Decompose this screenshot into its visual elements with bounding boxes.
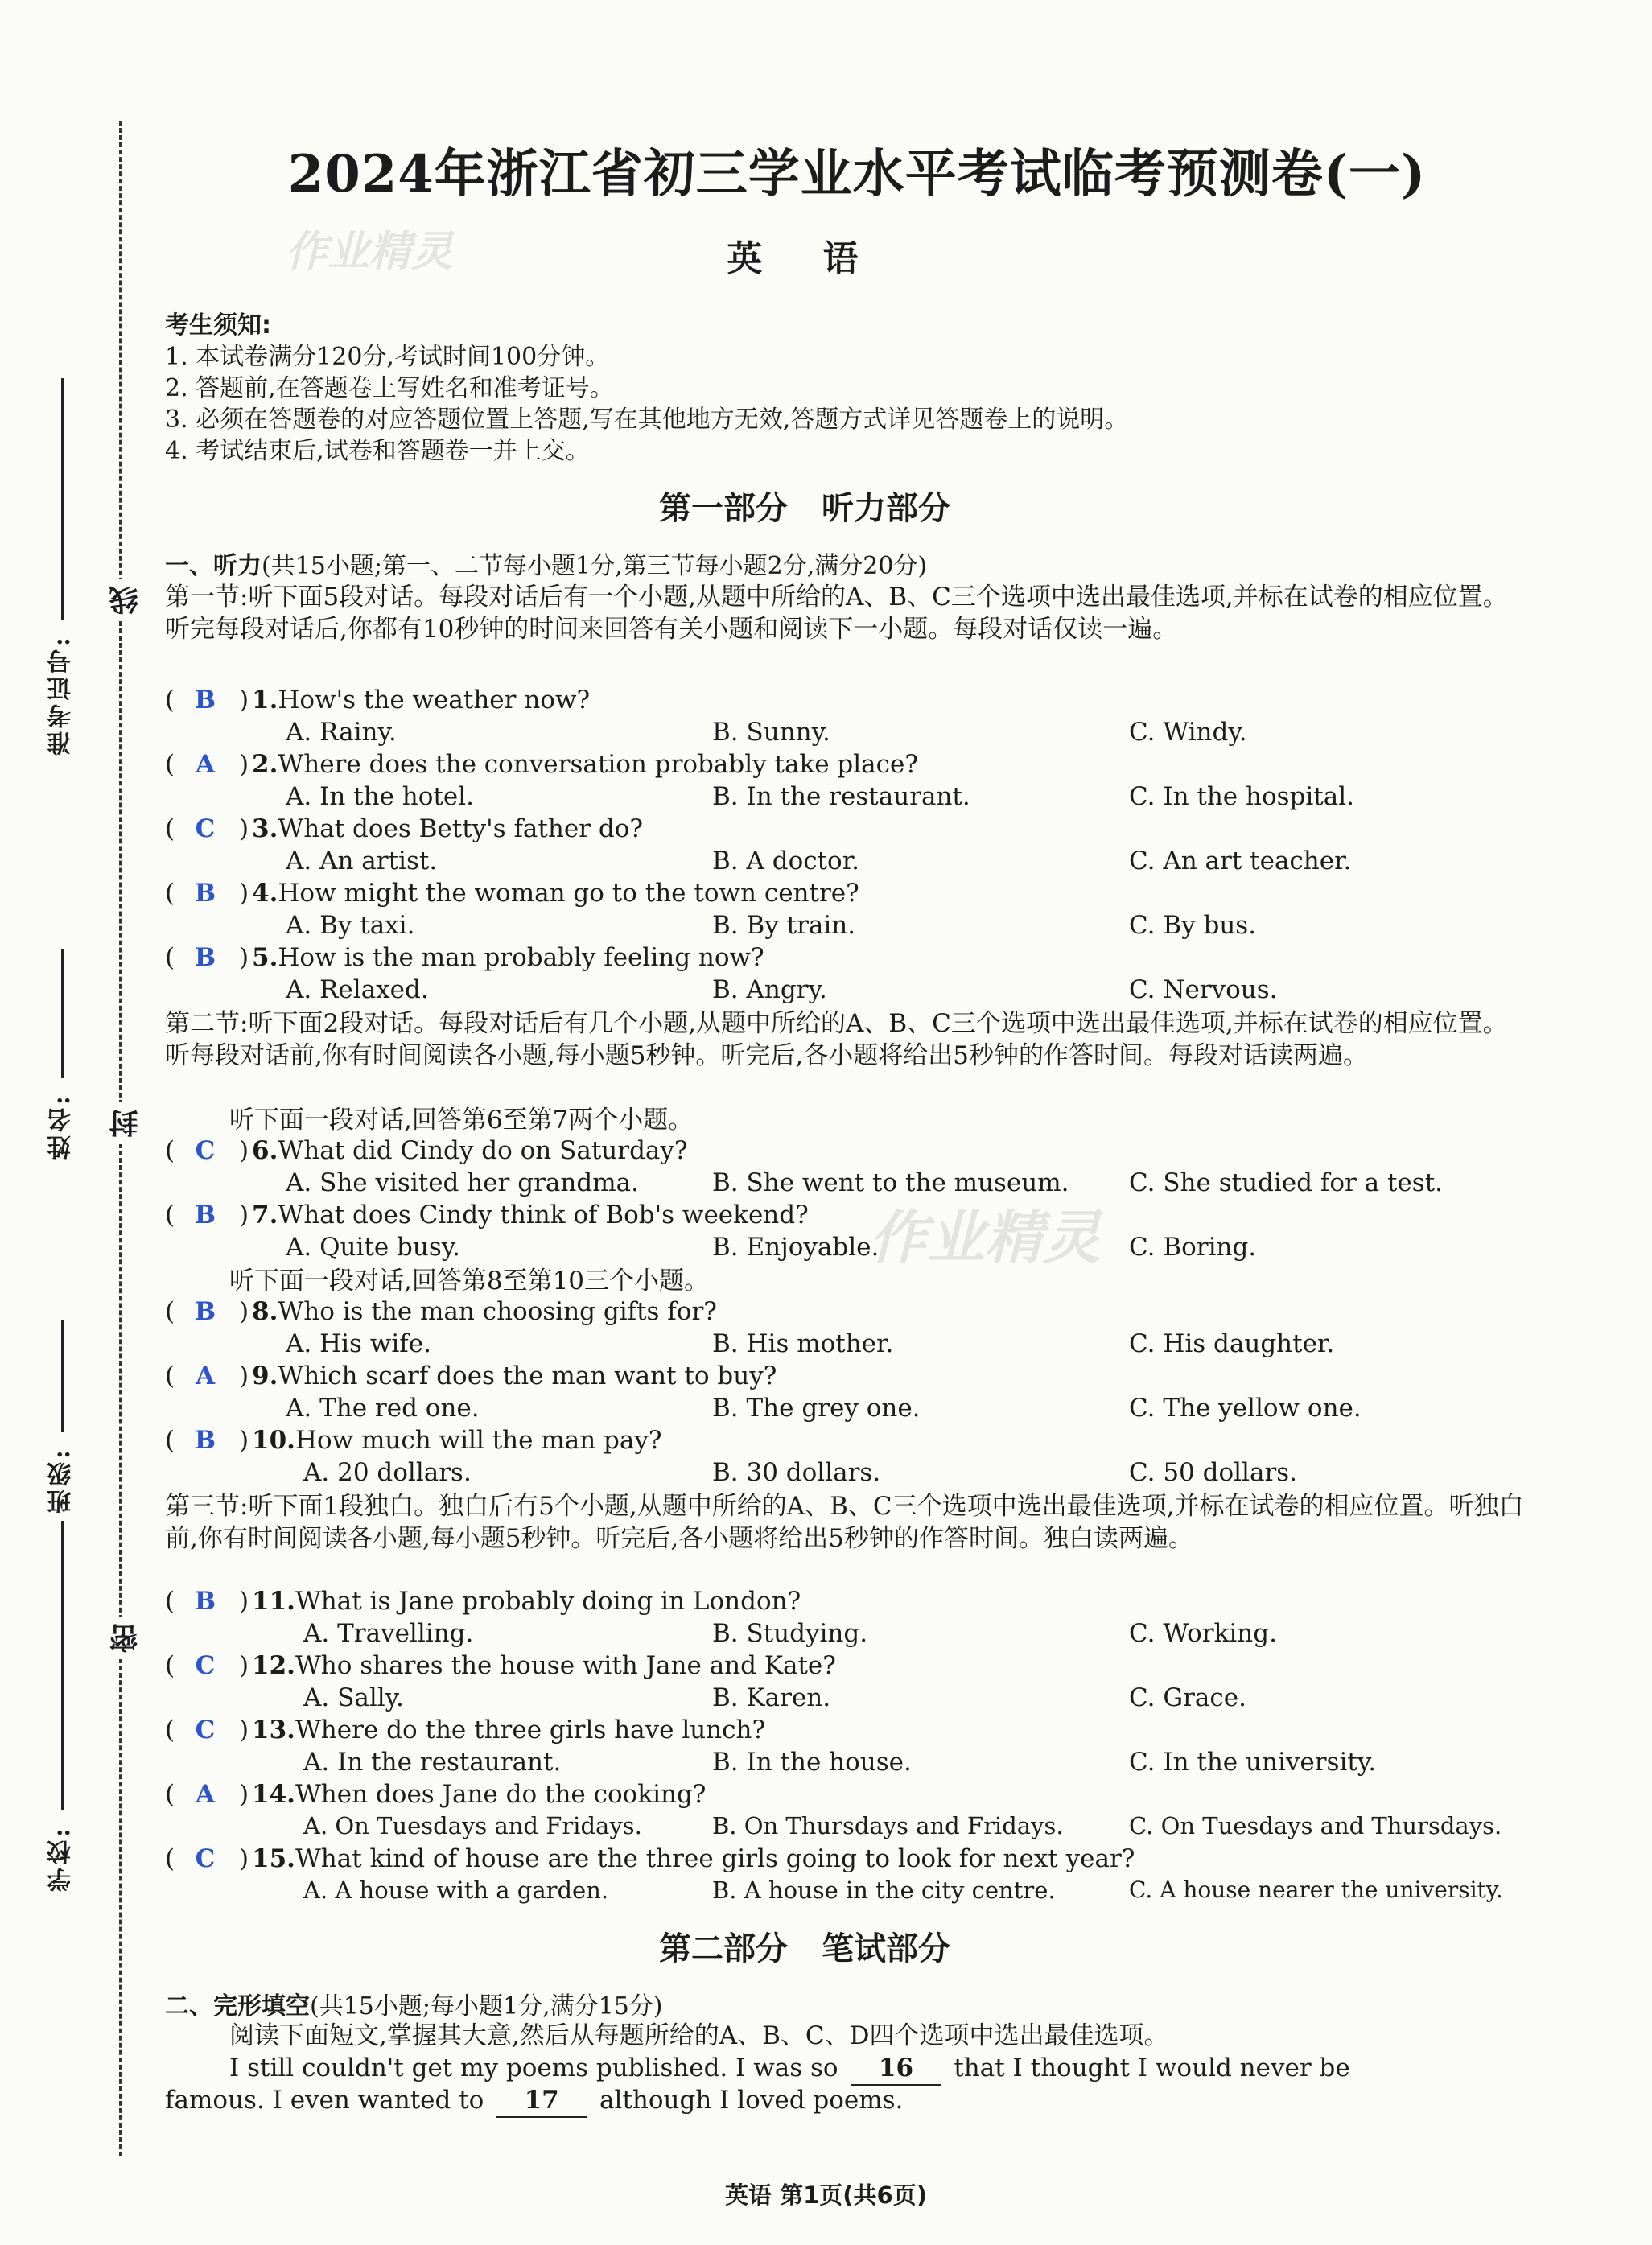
cloze-passage-line1 (165, 2052, 1589, 2086)
question-5: ( B ) 5.How is the man probably feeling now? A. Relaxed. B. Angry. C. Nervous. (165, 943, 1278, 1004)
option-a[interactable]: A. The red one. (286, 1394, 480, 1423)
option-b[interactable]: B. She went to the museum. (712, 1168, 1069, 1197)
listening-sub2-note-a: 听下面一段对话,回答第6至第7两个小题。 (229, 1106, 694, 1135)
part1-heading: 第一部分 听力部分 (659, 490, 950, 527)
option-b[interactable]: B. Sunny. (712, 718, 830, 747)
option-a[interactable]: A. Quite busy. (286, 1233, 461, 1262)
option-a[interactable]: A. On Tuesdays and Fridays. (303, 1812, 642, 1839)
notice-item: 1. 本试卷满分120分,考试时间100分钟。 (165, 343, 610, 371)
option-b[interactable]: B. On Thursdays and Fridays. (712, 1812, 1064, 1839)
option-a[interactable]: A. His wife. (286, 1329, 431, 1358)
seal-secret-char: 密 (105, 1617, 146, 1659)
question-stem: How is the man probably feeling now? (278, 943, 764, 972)
option-a[interactable]: A. She visited her grandma. (286, 1168, 639, 1197)
school-label: 学校: (47, 1825, 76, 1893)
cloze-title-rest: (共15小题;每小题1分,满分15分) (310, 1992, 663, 2020)
question-1: ( B ) 1.How's the weather now? A. Rainy. B. Sunny. C. Windy. (165, 686, 1247, 747)
question-13: ( C ) 13.Where do the three girls have lunch? A. In the restaurant. B. In the house. C. In the university. (165, 1716, 1377, 1777)
option-b[interactable]: B. Studying. (712, 1619, 868, 1648)
cloze-section-title (165, 1986, 663, 2021)
answer-mark[interactable]: A (195, 1361, 216, 1390)
cloze-instruction: 阅读下面短文,掌握其大意,然后从每题所给的A、B、C、D四个选项中选出最佳选项。 (229, 2021, 1169, 2050)
question-10: ( B ) 10.How much will the man pay? A. 20 dollars. B. 30 dollars. C. 50 dollars. (165, 1426, 1298, 1487)
answer-mark[interactable]: B (194, 943, 216, 972)
notice-item: 3. 必须在答题卷的对应答题位置上答题,写在其他地方无效,答题方式详见答题卷上的说明。 (165, 406, 1129, 434)
name-line (61, 949, 64, 1078)
option-a[interactable]: A. By taxi. (286, 911, 415, 940)
school-line (61, 1521, 64, 1810)
option-c[interactable]: C. She studied for a test. (1129, 1168, 1444, 1197)
option-c[interactable]: C. Nervous. (1129, 975, 1278, 1004)
option-c[interactable]: C. In the university. (1129, 1748, 1377, 1777)
option-b[interactable]: B. 30 dollars. (712, 1458, 881, 1487)
question-stem: Where do the three girls have lunch? (295, 1716, 766, 1745)
exam-number-label: 准考证号: (47, 634, 76, 756)
option-b[interactable]: B. A doctor. (712, 847, 859, 875)
listening-sub3-instructions: 第三节:听下面1段独白。独白后有5个小题,从题中所给的A、B、C三个选项中选出最佳选项,并标在试卷的相应位置。听独白前,你有时间阅读各小题,每小题5秒钟。听完后,各小题将给出5秒钟的作答时间。独白读两遍。 (165, 1492, 1524, 1553)
option-a[interactable]: A. Sally. (303, 1683, 404, 1712)
question-6: ( C ) 6.What did Cindy do on Saturday? A. She visited her grandma. B. She went to the museum. C. She studied for a test. (165, 1136, 1444, 1197)
option-c[interactable]: C. Grace. (1129, 1683, 1246, 1712)
exam-number-field[interactable] (44, 378, 80, 756)
option-a[interactable]: A. Relaxed. (286, 975, 429, 1004)
name-label: 姓名: (47, 1093, 76, 1160)
answer-mark[interactable]: B (194, 1297, 216, 1326)
notice-item: 2. 答题前,在答题卷上写姓名和准考证号。 (165, 374, 614, 402)
notice-item: 4. 考试结束后,试卷和答题卷一并上交。 (165, 437, 590, 465)
question-number: 7. (252, 1201, 278, 1230)
option-c[interactable]: C. Working. (1129, 1619, 1277, 1648)
seal-seal-char: 封 (105, 1102, 146, 1144)
option-c[interactable]: C. His daughter. (1129, 1329, 1335, 1358)
option-b[interactable]: B. Angry. (712, 975, 827, 1004)
option-c[interactable]: C. A house nearer the university. (1129, 1876, 1503, 1903)
option-c[interactable]: C. In the hospital. (1129, 782, 1355, 811)
question-stem: When does Jane do the cooking? (295, 1780, 707, 1809)
option-c[interactable]: C. Windy. (1129, 718, 1247, 747)
question-stem: How might the woman go to the town centre? (278, 879, 859, 908)
option-c[interactable]: C. An art teacher. (1129, 847, 1352, 875)
listening-section-title (165, 546, 927, 581)
watermark-top: 作业精灵 (286, 228, 454, 276)
question-11: ( B ) 11.What is Jane probably doing in London? A. Travelling. B. Studying. C. Working. (165, 1587, 1277, 1648)
answer-mark[interactable]: A (195, 1780, 216, 1809)
option-b[interactable]: B. A house in the city centre. (712, 1876, 1056, 1904)
question-number: 9. (252, 1361, 278, 1390)
option-c[interactable]: C. By bus. (1129, 911, 1257, 940)
question-number: 13. (252, 1716, 295, 1745)
part2-heading: 第二部分 笔试部分 (659, 1930, 950, 1967)
blank-17[interactable]: 17 (496, 2084, 587, 2118)
answer-mark[interactable]: C (195, 814, 216, 843)
question-number: 10. (252, 1426, 295, 1455)
answer-mark[interactable]: A (195, 750, 216, 779)
question-2: ( A ) 2.Where does the conversation probably take place? A. In the hotel. B. In the restaurant. C. In the hospital. (165, 750, 1355, 811)
notice-heading: 考生须知: (165, 311, 271, 340)
school-field[interactable] (44, 1521, 80, 1892)
listening-sub2-note-b: 听下面一段对话,回答第8至第10三个小题。 (229, 1267, 710, 1296)
class-label: 班级: (47, 1447, 76, 1514)
question-14: ( A ) 14.When does Jane do the cooking? A. On Tuesdays and Fridays. B. On Thursdays and Fridays. C. On Tuesdays and Thursdays. (165, 1780, 1502, 1839)
listening-sub2-instructions: 第二节:听下面2段对话。每段对话后有几个小题,从题中所给的A、B、C三个选项中选出最佳选项,并标在试卷的相应位置。听每段对话前,你有时间阅读各小题,每小题5秒钟。听完后,各小题将给出5秒钟的作答时间。每段对话读两遍。 (165, 1009, 1508, 1070)
passage-text: famous. I even wanted to (165, 2086, 484, 2115)
answer-mark[interactable]: B (194, 686, 216, 715)
option-a[interactable]: A. In the restaurant. (303, 1748, 562, 1777)
name-field[interactable] (44, 949, 80, 1160)
option-b[interactable]: B. The grey one. (712, 1394, 921, 1423)
question-stem: Where does the conversation probably take place? (278, 750, 918, 779)
question-stem: Who is the man choosing gifts for? (278, 1297, 717, 1326)
answer-mark[interactable]: C (195, 1136, 216, 1165)
question-number: 1. (252, 686, 278, 715)
listening-sub1-instructions: 第一节:听下面5段对话。每段对话后有一个小题,从题中所给的A、B、C三个选项中选出最佳选项,并标在试卷的相应位置。听完每段对话后,你都有10秒钟的时间来回答有关小题和阅读下一小题。每段对话仅读一遍。 (165, 583, 1508, 644)
answer-mark[interactable]: B (194, 1426, 216, 1455)
question-number: 2. (252, 750, 278, 779)
question-number: 3. (252, 814, 278, 843)
listening-title-rest: (共15小题;第一、二节每小题1分,第三节每小题2分,满分20分) (262, 552, 928, 580)
option-a[interactable]: A. An artist. (286, 847, 438, 875)
cloze-passage-line2 (165, 2084, 1525, 2118)
question-12: ( C ) 12.Who shares the house with Jane and Kate? A. Sally. B. Karen. C. Grace. (165, 1651, 1246, 1712)
exam-notice (165, 310, 1128, 467)
question-stem: What did Cindy do on Saturday? (278, 1136, 688, 1165)
answer-mark[interactable]: B (194, 879, 216, 908)
passage-text: although I loved poems. (599, 2086, 904, 2115)
listening-title-bold: 一、听力 (165, 552, 262, 580)
question-4: ( B ) 4.How might the woman go to the town centre? A. By taxi. B. By train. C. By bus. (165, 879, 1257, 940)
question-stem: What does Cindy think of Bob's weekend? (278, 1201, 809, 1230)
question-9: ( A ) 9.Which scarf does the man want to buy? A. The red one. B. The grey one. C. The yellow one. (165, 1361, 1362, 1423)
class-line (61, 1320, 64, 1432)
option-b[interactable]: B. By train. (712, 911, 856, 940)
option-b[interactable]: B. Enjoyable. (712, 1233, 880, 1262)
question-7: ( B ) 7.What does Cindy think of Bob's weekend? A. Quite busy. B. Enjoyable. C. Boring. (165, 1201, 1257, 1262)
option-b[interactable]: B. In the restaurant. (712, 782, 970, 811)
question-3: ( C ) 3.What does Betty's father do? A. An artist. B. A doctor. C. An art teacher. (165, 814, 1352, 875)
question-stem: What does Betty's father do? (278, 814, 643, 843)
option-a[interactable]: A. In the hotel. (286, 782, 474, 811)
question-number: 5. (252, 943, 278, 972)
blank-16[interactable]: 16 (851, 2052, 941, 2086)
answer-mark[interactable]: C (195, 1716, 216, 1745)
question-number: 4. (252, 879, 278, 908)
passage-text: that I thought I would never be (954, 2053, 1350, 2082)
option-b[interactable]: B. His mother. (712, 1329, 894, 1358)
answer-mark[interactable]: B (194, 1201, 216, 1230)
question-stem: What is Jane probably doing in London? (295, 1587, 801, 1616)
option-a[interactable]: A. A house with a garden. (303, 1876, 609, 1904)
option-a[interactable]: A. Travelling. (303, 1619, 474, 1648)
question-15: ( C ) 15.What kind of house are the three girls going to look for next year? A. A house with a garden. B. A house in the city centre. C. A house nearer the university. (165, 1844, 1503, 1904)
option-c[interactable]: C. 50 dollars. (1129, 1458, 1298, 1487)
question-number: 11. (252, 1587, 295, 1616)
passage-text: I still couldn't get my poems published. I was so (229, 2053, 838, 2082)
question-number: 12. (252, 1651, 295, 1680)
watermark-middle: 作业精灵 (869, 1204, 1102, 1271)
option-a[interactable]: A. Rainy. (286, 718, 397, 747)
option-a[interactable]: A. 20 dollars. (303, 1458, 472, 1487)
option-c[interactable]: C. On Tuesdays and Thursdays. (1129, 1812, 1502, 1839)
question-stem: Who shares the house with Jane and Kate? (295, 1651, 836, 1680)
subject-title: 英 语 (727, 238, 883, 279)
option-b[interactable]: B. In the house. (712, 1748, 912, 1777)
question-number: 8. (252, 1297, 278, 1326)
question-number: 6. (252, 1136, 278, 1165)
answer-mark[interactable]: C (195, 1844, 216, 1873)
answer-mark[interactable]: C (195, 1651, 216, 1680)
option-b[interactable]: B. Karen. (712, 1683, 831, 1712)
class-field[interactable] (44, 1320, 80, 1514)
question-stem: How much will the man pay? (295, 1426, 662, 1455)
page-footer: 英语 第1页(共6页) (725, 2181, 927, 2209)
option-c[interactable]: C. Boring. (1129, 1233, 1257, 1262)
question-number: 15. (252, 1844, 295, 1873)
option-c[interactable]: C. The yellow one. (1129, 1394, 1362, 1423)
question-number: 14. (252, 1780, 295, 1809)
question-stem: What kind of house are the three girls going to look for next year? (295, 1844, 1135, 1873)
exam-number-line (61, 378, 64, 620)
question-8: ( B ) 8.Who is the man choosing gifts for? A. His wife. B. His mother. C. His daughter. (165, 1297, 1335, 1358)
seal-line-char: 线 (105, 579, 146, 621)
question-stem: Which scarf does the man want to buy? (278, 1361, 777, 1390)
page-title: 2024年浙江省初三学业水平考试临考预测卷(一) (287, 144, 1427, 204)
answer-mark[interactable]: B (194, 1587, 216, 1616)
binding-margin (0, 0, 142, 2245)
cloze-title-bold: 二、完形填空 (165, 1992, 310, 2020)
question-stem: How's the weather now? (278, 686, 591, 715)
